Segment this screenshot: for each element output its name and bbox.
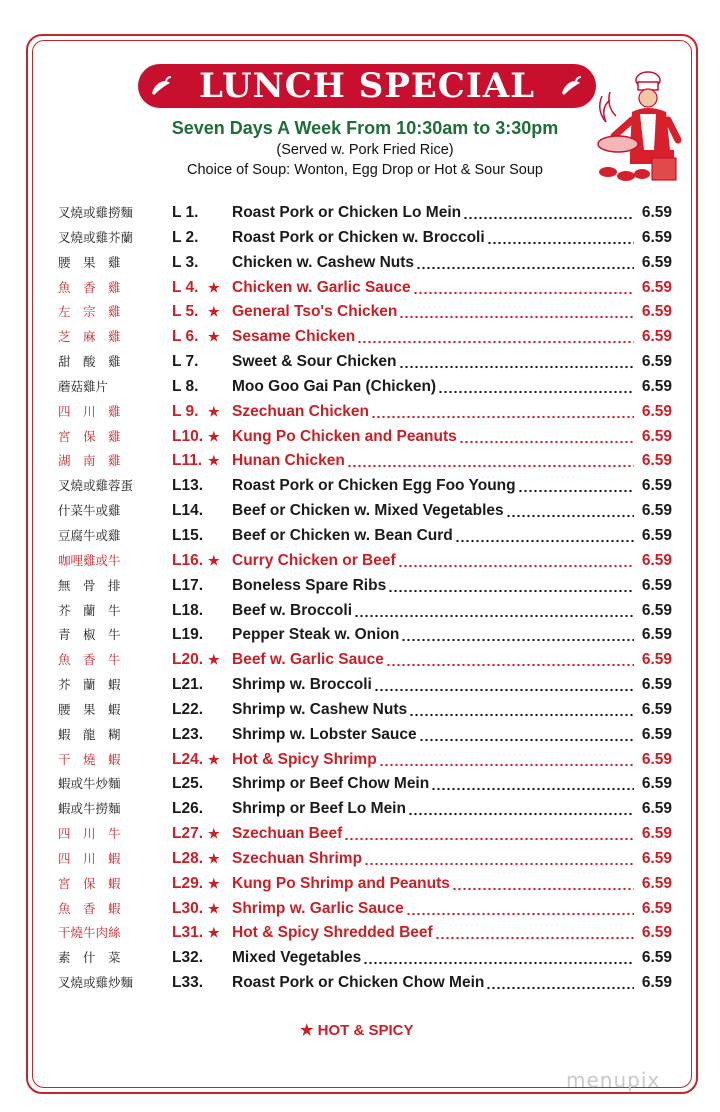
pepper-icon [558,73,584,99]
dot-leader [357,325,634,349]
chinese-name: 干燒牛肉絲 [58,925,121,941]
item-price: 6.59 [641,874,672,892]
item-code: L 7. [172,353,199,371]
item-name: Beef w. Broccoli [232,601,353,619]
item-name: Pepper Steak w. Onion [232,626,400,644]
item-price: 6.59 [641,427,672,445]
item-price: 6.59 [641,800,672,818]
item-name: Beef w. Garlic Sauce [232,651,384,669]
item-code: L 8. [172,377,199,395]
page-title: LUNCH SPECIAL [198,66,536,106]
item-price: 6.59 [641,328,672,346]
menu-item-row [58,623,678,648]
item-code: L 4. [172,278,199,296]
item-price: 6.59 [641,377,672,395]
item-name-wrap [232,350,634,375]
item-name-wrap [232,946,634,971]
spicy-star-icon: ★ [208,826,220,842]
chinese-name: 宮 保 蝦 [58,875,121,891]
dot-leader [399,350,634,374]
item-code: L10. [172,427,204,445]
chinese-name: 腰 果 蝦 [58,701,121,717]
item-name-wrap [232,201,634,226]
item-code: L27. [172,825,204,843]
item-name: Chicken w. Cashew Nuts [232,253,415,271]
item-price: 6.59 [641,974,672,992]
item-name: Shrimp or Beef Chow Mein [232,775,430,793]
served-with-note: (Served w. Pork Fried Rice) [276,142,454,158]
dot-leader [347,449,634,473]
item-name: Sweet & Sour Chicken [232,353,397,371]
item-name: Moo Goo Gai Pan (Chicken) [232,377,437,395]
item-price: 6.59 [641,924,672,942]
dot-leader [409,698,634,722]
chinese-name: 四 川 蝦 [58,850,121,866]
menu-item-row [58,499,678,524]
chinese-name: 蝦或牛撈麵 [58,801,121,817]
item-name: Curry Chicken or Beef [232,551,396,569]
spicy-star-icon: ★ [208,329,220,345]
menu-item-row [58,276,678,301]
item-code: L31. [172,924,204,942]
item-name: Szechuan Beef [232,825,343,843]
item-name: Szechuan Chicken [232,402,369,420]
item-name: Mixed Vegetables [232,949,362,967]
chinese-name: 腰 果 雞 [58,254,121,270]
item-name-wrap [232,847,634,872]
dot-leader [398,549,634,573]
item-name-wrap [232,325,634,350]
dot-leader [416,251,634,275]
item-name-wrap [232,300,634,325]
menu-item-row [58,897,678,922]
item-name: Roast Pork or Chicken w. Broccoli [232,228,485,246]
item-name: Hot & Spicy Shrimp [232,750,377,768]
menu-item-row [58,226,678,251]
item-code: L21. [172,676,204,694]
menu-item-row [58,772,678,797]
item-code: L24. [172,750,204,768]
menu-item-row [58,797,678,822]
item-price: 6.59 [641,551,672,569]
menu-item-row [58,474,678,499]
pepper-icon [148,73,174,99]
spicy-star-icon: ★ [208,403,220,419]
menu-item-row [58,375,678,400]
spicy-star-icon: ★ [208,279,220,295]
dot-leader [435,921,634,945]
item-name: Roast Pork or Chicken Chow Mein [232,974,485,992]
item-price: 6.59 [641,825,672,843]
item-name-wrap [232,425,634,450]
spicy-star-icon: ★ [208,453,220,469]
item-code: L11. [172,452,203,470]
soup-choice-note: Choice of Soup: Wonton, Egg Drop or Hot & Sour Soup [187,162,543,178]
dot-leader [374,673,634,697]
item-code: L 6. [172,328,199,346]
item-price: 6.59 [641,278,672,296]
chinese-name: 芥 蘭 蝦 [58,677,121,693]
item-code: L16. [172,551,204,569]
menu-item-row [58,300,678,325]
chef-illustration [594,70,694,194]
item-code: L18. [172,601,204,619]
dot-leader [408,797,634,821]
item-price: 6.59 [641,204,672,221]
item-name-wrap [232,524,634,549]
item-name: Shrimp or Beef Lo Mein [232,800,406,818]
chinese-name: 芝 麻 雞 [58,329,121,345]
item-code: L28. [172,849,204,867]
spicy-star-icon: ★ [300,1022,314,1039]
chinese-name: 無 骨 排 [58,577,121,593]
item-name-wrap [232,772,634,797]
dot-leader [463,201,634,225]
item-code: L 1. [172,204,199,221]
chinese-name: 叉燒或雞蓉蛋 [58,478,134,494]
dot-leader [452,872,634,896]
chinese-name: 蝦 龍 糊 [58,726,121,742]
dot-leader [438,375,634,399]
chinese-name: 干 燒 蝦 [58,751,121,767]
item-code: L29. [172,874,204,892]
item-price: 6.59 [641,228,672,246]
menu-item-row [58,822,678,847]
chinese-name: 湖 南 雞 [58,453,121,469]
item-code: L33. [172,974,204,992]
spicy-star-icon: ★ [208,925,220,941]
item-price: 6.59 [641,626,672,644]
item-price: 6.59 [641,526,672,544]
item-name-wrap [232,574,634,599]
menu-item-row [58,748,678,773]
spicy-star-icon: ★ [208,751,220,767]
dot-leader [401,623,634,647]
menu-item-row [58,350,678,375]
menu-item-row [58,599,678,624]
item-name-wrap [232,474,634,499]
legend-label: HOT & SPICY [317,1022,414,1039]
item-name-wrap [232,822,634,847]
menu-item-row [58,648,678,673]
chinese-name: 叉燒或雞芥蘭 [58,229,134,245]
item-price: 6.59 [641,775,672,793]
item-name: Szechuan Shrimp [232,849,363,867]
dot-leader [455,524,634,548]
item-name-wrap [232,723,634,748]
item-price: 6.59 [641,676,672,694]
chinese-name: 咖哩雞或牛 [58,552,121,568]
menu-item-row [58,698,678,723]
spicy-star-icon: ★ [208,428,220,444]
item-price: 6.59 [641,303,672,321]
chinese-name: 素 什 菜 [58,950,121,966]
item-price: 6.59 [641,949,672,967]
chinese-name: 魚 香 牛 [58,652,121,668]
chinese-name: 芥 蘭 牛 [58,602,121,618]
chinese-name: 青 椒 牛 [58,627,121,643]
dot-leader [406,897,634,921]
chinese-name: 蘑菇雞片 [58,378,109,394]
item-name-wrap [232,748,634,773]
dot-leader [419,723,634,747]
menu-item-row [58,673,678,698]
item-price: 6.59 [641,402,672,420]
chinese-name: 四 川 雞 [58,403,121,419]
item-price: 6.59 [641,725,672,743]
item-price: 6.59 [641,601,672,619]
title-banner [138,64,596,108]
item-code: L 3. [172,253,199,271]
hot-spicy-legend [300,1021,413,1039]
menu-item-row [58,574,678,599]
dot-leader [518,474,634,498]
item-code: L 9. [172,402,199,420]
dot-leader [379,748,634,772]
spicy-star-icon: ★ [208,875,220,891]
menu-item-row [58,971,678,996]
dot-leader [459,425,634,449]
item-name-wrap [232,599,634,624]
item-code: L25. [172,775,204,793]
dot-leader [386,648,634,672]
chinese-name: 叉燒或雞炒麵 [58,975,134,991]
item-name: Roast Pork or Chicken Egg Foo Young [232,477,516,495]
spicy-star-icon: ★ [208,900,220,916]
menu-item-row [58,946,678,971]
item-name-wrap [232,673,634,698]
item-price: 6.59 [641,502,672,520]
item-name: Beef or Chicken w. Bean Curd [232,526,453,544]
item-code: L13. [172,477,204,495]
item-name: Beef or Chicken w. Mixed Vegetables [232,502,504,520]
item-name-wrap [232,499,634,524]
menu-item-row [58,921,678,946]
menu-item-row [58,549,678,574]
menu-item-row [58,847,678,872]
item-name-wrap [232,549,634,574]
chinese-name: 叉燒或雞撈麵 [58,205,134,220]
item-price: 6.59 [641,353,672,371]
dot-leader [344,822,634,846]
item-code: L23. [172,725,204,743]
item-code: L32. [172,949,204,967]
item-name: Shrimp w. Cashew Nuts [232,700,408,718]
dot-leader [354,599,634,623]
item-name: Kung Po Chicken and Peanuts [232,427,457,445]
spicy-star-icon: ★ [208,850,220,866]
dot-leader [388,574,634,598]
item-name-wrap [232,226,634,251]
item-name-wrap [232,872,634,897]
item-code: L14. [172,502,204,520]
item-name-wrap [232,375,634,400]
menu-item-row [58,872,678,897]
item-code: L 5. [172,303,199,321]
item-code: L15. [172,526,204,544]
menu-item-row [58,201,678,226]
dot-leader [486,971,634,995]
menu-list [58,201,678,996]
item-name-wrap [232,648,634,673]
watermark: menupix [566,1068,661,1092]
spicy-star-icon: ★ [208,304,220,320]
menu-item-row [58,723,678,748]
chinese-name: 魚 香 雞 [58,279,121,295]
spicy-star-icon: ★ [208,652,220,668]
item-price: 6.59 [641,477,672,495]
chinese-name: 左 宗 雞 [58,304,121,320]
item-name-wrap [232,921,634,946]
dot-leader [364,847,634,871]
item-code: L20. [172,651,204,669]
chinese-name: 宮 保 雞 [58,428,121,444]
item-price: 6.59 [641,253,672,271]
item-price: 6.59 [641,700,672,718]
item-name: Kung Po Shrimp and Peanuts [232,874,450,892]
dot-leader [506,499,634,523]
dot-leader [487,226,634,250]
item-code: L26. [172,800,204,818]
item-price: 6.59 [641,849,672,867]
item-name: Hot & Spicy Shredded Beef [232,924,433,942]
dot-leader [363,946,634,970]
item-name-wrap [232,698,634,723]
item-code: L30. [172,899,204,917]
item-name-wrap [232,400,634,425]
item-name: Boneless Spare Ribs [232,576,387,594]
menu-item-row [58,325,678,350]
item-name: Shrimp w. Lobster Sauce [232,725,417,743]
item-name: Chicken w. Garlic Sauce [232,278,411,296]
item-price: 6.59 [641,576,672,594]
item-name-wrap [232,251,634,276]
item-code: L19. [172,626,204,644]
item-code: L17. [172,576,204,594]
item-name-wrap [232,897,634,922]
item-price: 6.59 [641,899,672,917]
item-code: L 2. [172,228,199,246]
menu-item-row [58,524,678,549]
chinese-name: 四 川 牛 [58,826,121,842]
menu-item-row [58,425,678,450]
item-name-wrap [232,449,634,474]
item-price: 6.59 [641,750,672,768]
item-name-wrap [232,971,634,996]
item-price: 6.59 [641,651,672,669]
item-name: Sesame Chicken [232,328,356,346]
item-name: Roast Pork or Chicken Lo Mein [232,204,462,221]
item-name-wrap [232,623,634,648]
menu-item-row [58,449,678,474]
dot-leader [399,300,634,324]
menu-item-row [58,251,678,276]
chinese-name: 什菜牛或雞 [58,503,121,519]
chinese-name: 甜 酸 雞 [58,354,121,370]
item-price: 6.59 [641,452,672,470]
hours-subtitle: Seven Days A Week From 10:30am to 3:30pm [171,118,559,138]
menu-item-row [58,400,678,425]
item-name-wrap [232,797,634,822]
dot-leader [431,772,634,796]
dot-leader [413,276,634,300]
item-name: Hunan Chicken [232,452,345,470]
item-name-wrap [232,276,634,301]
chinese-name: 豆腐牛或雞 [58,527,121,543]
item-name: Shrimp w. Garlic Sauce [232,899,404,917]
dot-leader [371,400,634,424]
item-name: General Tso's Chicken [232,303,398,321]
chinese-name: 魚 香 蝦 [58,900,121,916]
chinese-name: 蝦或牛炒麵 [58,776,121,792]
spicy-star-icon: ★ [208,552,220,568]
item-name: Shrimp w. Broccoli [232,676,372,694]
item-code: L22. [172,700,204,718]
